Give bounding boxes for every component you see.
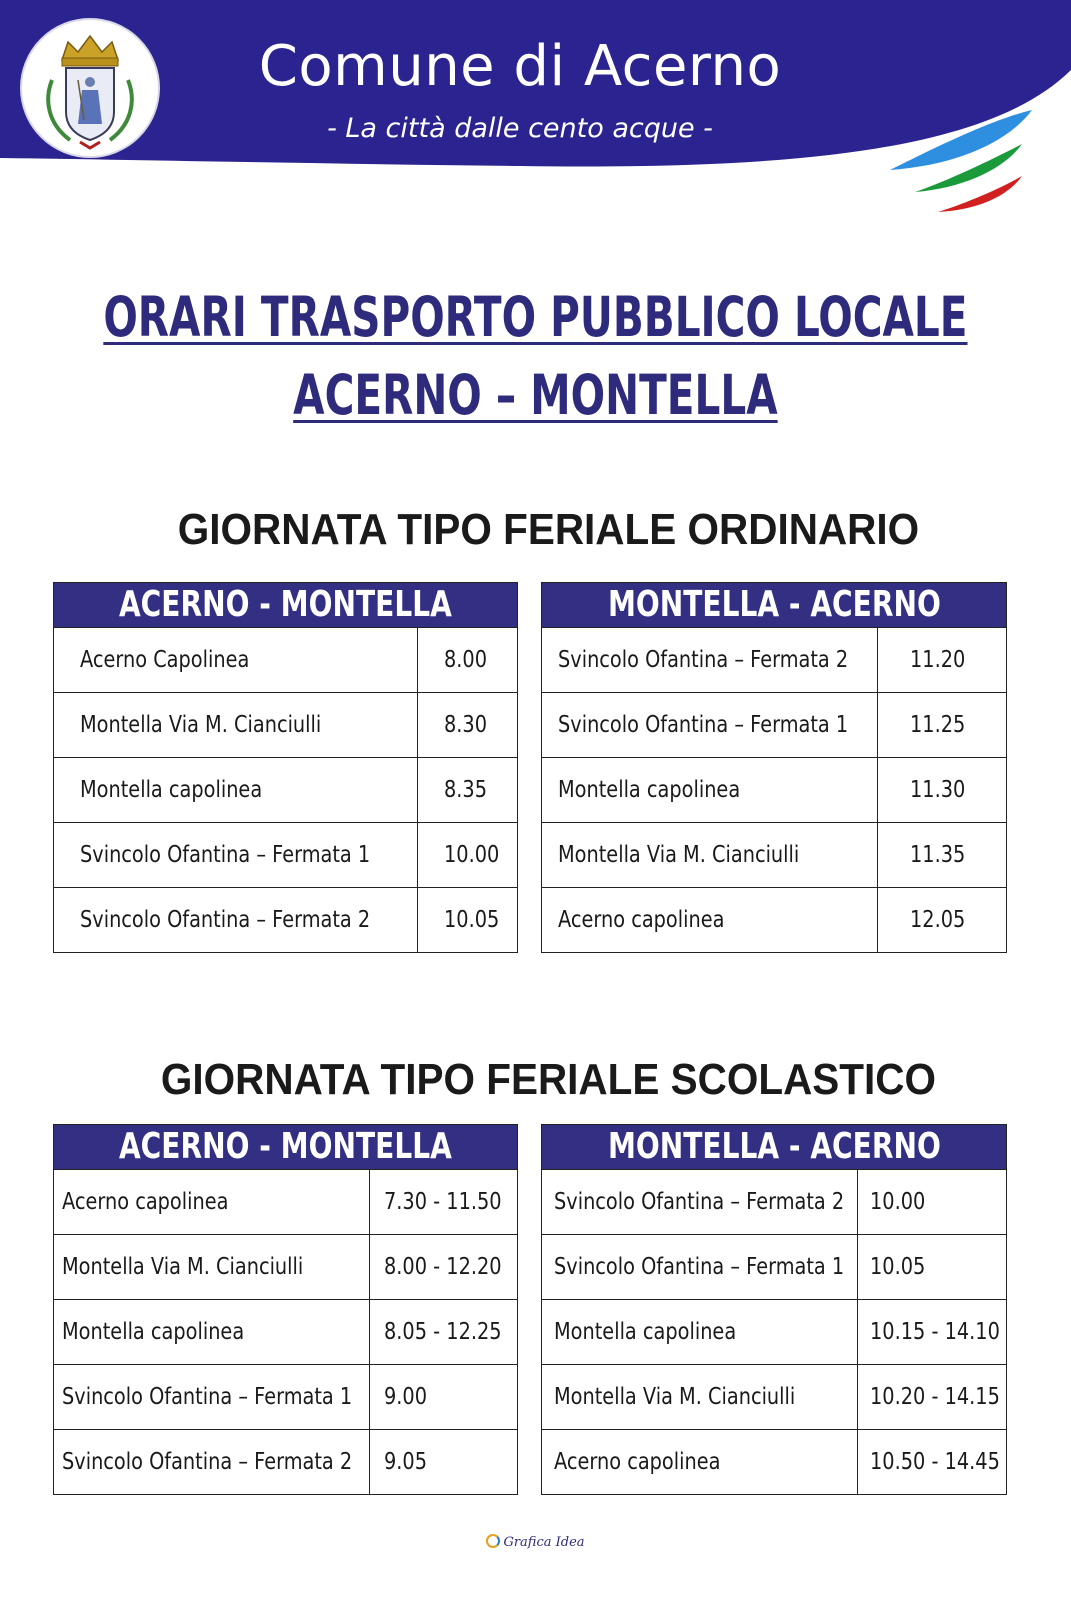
- table-row: [542, 757, 1006, 822]
- table-row: [542, 1234, 1006, 1299]
- table-header: ACERNO - MONTELLA: [54, 1125, 517, 1169]
- header-subtitle: - La città dalle cento acque -: [327, 113, 713, 144]
- departure-time: 11.20: [910, 647, 966, 673]
- table-row: [542, 1364, 1006, 1429]
- table-row: [54, 692, 517, 757]
- stop-name: Montella capolinea: [554, 1319, 737, 1345]
- departure-time: 11.25: [910, 712, 966, 738]
- stop-name: Montella Via M. Cianciulli: [558, 842, 800, 868]
- stop-name: Acerno capolinea: [62, 1189, 229, 1215]
- table-row: [542, 822, 1006, 887]
- table-row: [54, 1364, 517, 1429]
- header-band: [0, 0, 1071, 220]
- table-row: [54, 1169, 517, 1234]
- page-title-line1: ORARI TRASPORTO PUBBLICO LOCALE: [103, 285, 968, 349]
- departure-time: 8.05 - 12.25: [384, 1319, 502, 1345]
- grafica-idea-logo-icon: [486, 1534, 500, 1548]
- table-header: ACERNO - MONTELLA: [54, 583, 517, 627]
- stop-name: Montella capolinea: [62, 1319, 245, 1345]
- table-row: [54, 1234, 517, 1299]
- section-title-scolastico: GIORNATA TIPO FERIALE SCOLASTICO: [160, 1055, 937, 1104]
- departure-time: 7.30 - 11.50: [384, 1189, 502, 1215]
- table-row: [542, 887, 1006, 952]
- departure-time: 8.30: [444, 712, 488, 738]
- table-header: MONTELLA - ACERNO: [542, 583, 1006, 627]
- departure-time: 10.05: [870, 1254, 926, 1280]
- departure-time: 10.50 - 14.45: [870, 1449, 1000, 1475]
- stop-name: Montella Via M. Cianciulli: [62, 1254, 304, 1280]
- stop-name: Acerno capolinea: [558, 907, 725, 933]
- departure-time: 11.35: [910, 842, 966, 868]
- header-title: Comune di Acerno: [258, 34, 782, 99]
- table-row: [542, 1429, 1006, 1494]
- stop-name: Acerno capolinea: [554, 1449, 721, 1475]
- table-row: [54, 1429, 517, 1494]
- departure-time: 9.05: [384, 1449, 428, 1475]
- timetable-ordinario-montella-acerno: [541, 582, 1007, 953]
- departure-time: 10.00: [444, 842, 500, 868]
- stop-name: Svincolo Ofantina – Fermata 1: [554, 1254, 845, 1280]
- stop-name: Svincolo Ofantina – Fermata 1: [558, 712, 849, 738]
- stop-name: Svincolo Ofantina – Fermata 1: [80, 842, 371, 868]
- page-title-line2: ACERNO – MONTELLA: [293, 363, 778, 427]
- footer-credit: [0, 1534, 1071, 1550]
- table-row: [54, 1299, 517, 1364]
- departure-time: 8.00 - 12.20: [384, 1254, 502, 1280]
- stop-name: Svincolo Ofantina – Fermata 2: [558, 647, 849, 673]
- departure-time: 8.00: [444, 647, 488, 673]
- departure-time: 10.00: [870, 1189, 926, 1215]
- table-row: [54, 757, 517, 822]
- departure-time: 10.20 - 14.15: [870, 1384, 1000, 1410]
- departure-time: 9.00: [384, 1384, 428, 1410]
- table-row: [542, 692, 1006, 757]
- credit-text: Grafica Idea: [503, 1535, 585, 1550]
- table-row: [54, 822, 517, 887]
- departure-time: 10.15 - 14.10: [870, 1319, 1000, 1345]
- table-row: [54, 627, 517, 692]
- stop-name: Svincolo Ofantina – Fermata 2: [554, 1189, 845, 1215]
- timetable-scolastico-montella-acerno: [541, 1124, 1007, 1495]
- timetable-ordinario-acerno-montella: [53, 582, 518, 953]
- stop-name: Montella capolinea: [558, 777, 741, 803]
- stop-name: Svincolo Ofantina – Fermata 2: [80, 907, 371, 933]
- stop-name: Svincolo Ofantina – Fermata 1: [62, 1384, 353, 1410]
- header: [0, 0, 1071, 220]
- stop-name: Montella capolinea: [80, 777, 263, 803]
- stop-name: Montella Via M. Cianciulli: [80, 712, 322, 738]
- coat-of-arms-icon: [20, 18, 160, 158]
- departure-time: 12.05: [910, 907, 966, 933]
- departure-time: 10.05: [444, 907, 500, 933]
- timetable-scolastico-acerno-montella: [53, 1124, 518, 1495]
- stop-name: Montella Via M. Cianciulli: [554, 1384, 796, 1410]
- table-row: [542, 627, 1006, 692]
- table-row: [542, 1299, 1006, 1364]
- section-title-ordinario: GIORNATA TIPO FERIALE ORDINARIO: [177, 505, 920, 554]
- stop-name: Acerno Capolinea: [80, 647, 250, 673]
- stop-name: Svincolo Ofantina – Fermata 2: [62, 1449, 353, 1475]
- departure-time: 8.35: [444, 777, 488, 803]
- table-header: MONTELLA - ACERNO: [542, 1125, 1006, 1169]
- departure-time: 11.30: [910, 777, 966, 803]
- table-row: [542, 1169, 1006, 1234]
- table-row: [54, 887, 517, 952]
